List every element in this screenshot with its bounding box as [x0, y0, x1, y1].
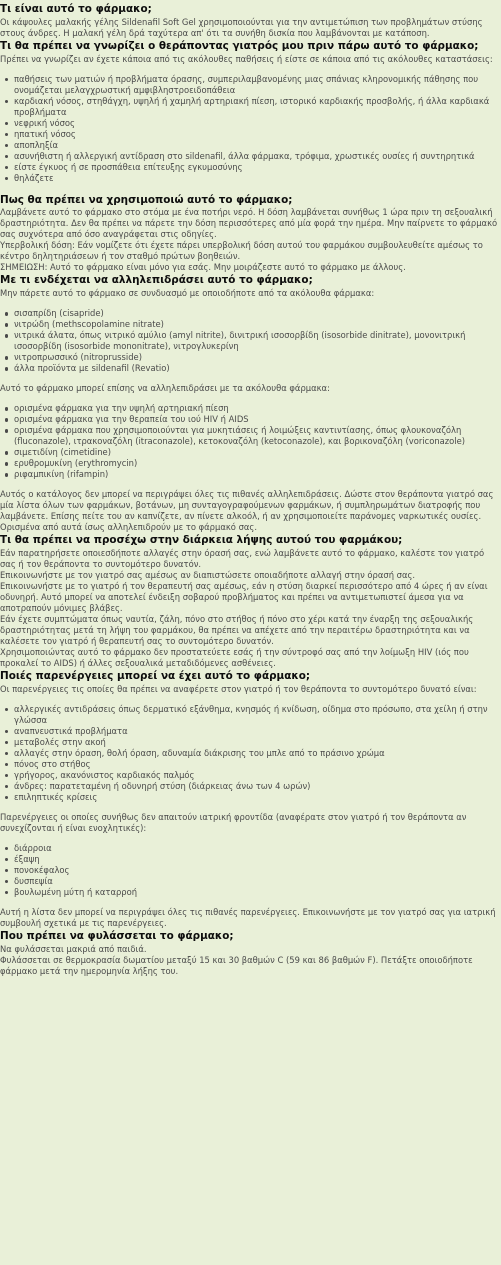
list-item: ερυθρομυκίνη (erythromycin) — [14, 458, 500, 469]
list-item: μεταβολές στην ακοή — [14, 737, 500, 748]
list-item: άλλα προϊόντα με sildenafil (Revatio) — [14, 363, 500, 374]
list-item: ορισμένα φάρμακα για την θεραπεία του ιού HIV ή AIDS — [14, 414, 500, 425]
section-text: Αυτή η λίστα δεν μπορεί να περιγράψει όλες τις πιθανές παρενέργειες. Επικοινωνήστε με τον γιατρό σας για ιατρική συμβουλή σχετικά με τις παρενέργειες. — [0, 906, 496, 928]
section-text: Αυτό το φάρμακο μπορεί επίσης να αλληλεπιδράσει με τα ακόλουθα φάρμακα: — [0, 383, 330, 394]
list-item: ορισμένα φάρμακα που χρησιμοποιούνται για μυκητιάσεις ή λοιμώξεις καντιντίασης, όπως φλουκοναζόλη (fluconazole), ιτρακοναζόλη (itraconazole), κετοκοναζόλη (ketoconazole), και βορικοναζόλη (voriconazole) — [14, 425, 500, 447]
list-item: γρήγορος, ακανόνιστος καρδιακός παλμός — [14, 770, 500, 781]
list-item: άνδρες: παρατεταμένη ή οδυνηρή στύση (διάρκειας άνω των 4 ωρών) — [14, 781, 500, 792]
section-text: Επικοινωνήστε με τον γιατρό σας αμέσως αν διαπιστώσετε οποιαδήποτε αλλαγή στην όρασή σας. — [0, 569, 416, 580]
list-item: επιληπτικές κρίσεις — [14, 792, 500, 803]
list-item: έξαψη — [14, 854, 500, 865]
list-item: αποπληξία — [14, 140, 500, 151]
list-item: ριφαμπικίνη (rifampin) — [14, 469, 500, 480]
section-text: Λαμβάνετε αυτό το φάρμακο στο στόμα με ένα ποτήρι νερό. Η δόση λαμβάνεται συνήθως 1 ώρα πριν τη σεξουαλική δραστηριότητα. Δεν θα πρέπει να πάρετε την δόση περισσότερες από μία φορά την ημέρα. Μην παίρνετε το φάρμακό σας συχνότερα από όσο αναγράφεται στις οδηγίες. — [0, 207, 498, 240]
section-what-is-it — [0, 0, 500, 39]
list-item: διάρροια — [14, 843, 500, 854]
list-item: αλλεργικές αντιδράσεις όπως δερματικό εξάνθημα, κνησμός ή κνίδωση, οίδημα στο πρόσωπο, στα χείλη ή στην γλώσσα — [14, 704, 500, 726]
section-text: Επικοινωνήστε με το γιατρό ή τον θεραπευτή σας αμέσως, εάν η στύση διαρκεί περισσότερο από 4 ώρες ή αν είναι οδυνηρή. Αυτό μπορεί να αποτελεί ένδειξη σοβαρού προβλήματος και πρέπει να αντιμετωπιστεί άμεσα για να αποτραπούν μόνιμες βλάβες. — [0, 580, 488, 613]
section-text: Εάν παρατηρήσετε οποιεσδήποτε αλλαγές στην όρασή σας, ενώ λαμβάνετε αυτό το φάρμακο, καλέστε τον γιατρό σας ή τον θεράποντα το συντομότερο δυνατόν. — [0, 547, 485, 569]
overdose-text: Υπερβολική δόση: Εάν νομίζετε ότι έχετε πάρει υπερβολική δόση αυτού του φαρμάκου συμβουλευθείτε αμέσως το κέντρο δηλητηριάσεων ή τον σταθμό πρώτων βοηθειών. — [0, 240, 483, 262]
list-item: δυσπεψία — [14, 876, 500, 887]
section-heading: Τι θα πρέπει να γνωρίζει ο θεράποντας γιατρός μου πριν πάρω αυτό το φάρμακο; — [0, 39, 479, 52]
section-storage — [0, 929, 500, 977]
section-heading: Με τι ενδέχεται να αλληλεπιδράσει αυτό το φάρμακο; — [0, 274, 313, 287]
section-interactions — [0, 273, 500, 533]
list-item: σισαπρίδη (cisapride) — [14, 308, 500, 319]
section-before-taking — [0, 39, 500, 193]
section-heading: Τι είναι αυτό το φάρμακο; — [0, 3, 152, 15]
contraindicated-drugs-list — [0, 308, 500, 374]
serious-side-effects-list — [0, 704, 500, 803]
list-item: νιτρικά άλατα, όπως νιτρικό αμύλιο (amyl nitrite), δινιτρική ισοσορβίδη (isosorbide dinitrate), μονονιτρική ισοσορβίδη (isosorbide mononitrate), νιτρογλυκερίνη — [14, 330, 500, 352]
list-item: νιτρώδη (methscopolamine nitrate) — [14, 319, 500, 330]
interacting-drugs-list — [0, 403, 500, 480]
conditions-list — [0, 74, 500, 184]
spacer — [0, 374, 500, 383]
list-item: πόνος στο στήθος — [14, 759, 500, 770]
list-item: αλλαγές στην όραση, θολή όραση, αδυναμία διάκρισης του μπλε από το πράσινο χρώμα — [14, 748, 500, 759]
section-text: Χρησιμοποιώντας αυτό το φάρμακο δεν προστατεύετε εσάς ή την σύντροφό σας από την λοίμωξη HIV (ιός που προκαλεί το AIDS) ή άλλες σεξουαλικά μεταδιδόμενες ασθένειες. — [0, 646, 469, 668]
section-text: Μην πάρετε αυτό το φάρμακο σε συνδυασμό με οποιοδήποτε από τα ακόλουθα φάρμακα: — [0, 288, 375, 299]
section-text: Παρενέργειες οι οποίες συνήθως δεν απαιτούν ιατρική φροντίδα (αναφέρατε στον γιατρό ή τον θεράποντα αν συνεχίζονται ή είναι ενοχλητικές): — [0, 811, 467, 833]
section-text: Αυτός ο κατάλογος δεν μπορεί να περιγράψει όλες τις πιθανές αλληλεπιδράσεις. Δώστε στον θεράποντα γιατρό σας μία λίστα όλων των φαρμάκων, βοτάνων, μη συνταγογραφούμενων φαρμάκων, ή συμπληρωμάτων διατροφής που λαμβάνετε. Επίσης πείτε του αν καπνίζετε, αν πίνετε αλκοόλ, ή αν χρησιμοποιείτε παράνομες ναρκωτικές ουσίες. Ορισμένα από αυτά ίσως αλληλεπιδρούν με το φάρμακό σας. — [0, 489, 494, 533]
section-heading: Τι θα πρέπει να προσέχω στην διάρκεια λήψης αυτού του φαρμάκου; — [0, 534, 403, 547]
spacer — [0, 480, 500, 489]
section-side-effects — [0, 669, 500, 929]
section-heading: Πως θα πρέπει να χρησιμοποιώ αυτό το φάρμακο; — [0, 193, 293, 206]
note-text: ΣΗΜΕΙΩΣΗ: Αυτό το φάρμακο είναι μόνο για εσάς. Μην μοιράζεστε αυτό το φάρμακο με άλλους. — [0, 262, 406, 273]
spacer — [0, 184, 500, 193]
spacer — [0, 803, 500, 812]
section-text: Πρέπει να γνωρίζει αν έχετε κάποια από τις ακόλουθες παθήσεις ή είστε σε κάποια από τις ακόλουθες καταστάσεις: — [0, 53, 493, 64]
section-text: Εάν έχετε συμπτώματα όπως ναυτία, ζάλη, πόνο στο στήθος ή πόνο στο χέρι κατά την έναρξη της σεξουαλικής δραστηριότητας μετά τη λήψη του φαρμάκου, θα πρέπει να απέχετε από την περαιτέρω δραστηριότητα και να καλέσετε τον γιατρό ή θεραπευτή σας το συντομότερο δυνατόν. — [0, 613, 474, 646]
list-item: ηπατική νόσος — [14, 129, 500, 140]
list-item: είστε έγκυος ή σε προσπάθεια επίτευξης εγκυμοσύνης — [14, 162, 500, 173]
list-item: καρδιακή νόσος, στηθάγχη, υψηλή ή χαμηλή αρτηριακή πίεση, ιστορικό καρδιακής προσβολής, ή άλλα καρδιακά προβλήματα — [14, 96, 500, 118]
list-item: θηλάζετε — [14, 173, 500, 184]
list-item: ασυνήθιστη ή αλλεργική αντίδραση στο sildenafil, άλλα φάρμακα, τρόφιμα, χρωστικές ουσίες ή συντηρητικά — [14, 151, 500, 162]
section-text: Φυλάσσεται σε θερμοκρασία δωματίου μεταξύ 15 και 30 βαθμών C (59 και 86 βαθμών F). Πετάξτε οποιοδήποτε φάρμακο μετά την ημερομηνία λήξης του. — [0, 954, 473, 976]
list-item: σιμετιδίνη (cimetidine) — [14, 447, 500, 458]
section-heading: Που πρέπει να φυλάσσεται το φάρμακο; — [0, 929, 234, 942]
section-text: Να φυλάσσεται μακριά από παιδιά. — [0, 943, 147, 954]
spacer — [0, 898, 500, 907]
list-item: νεφρική νόσος — [14, 118, 500, 129]
list-item: παθήσεις των ματιών ή προβλήματα όρασης, συμπεριλαμβανομένης μιας σπάνιας κληρονομικής πάθησης που ονομάζεται μελαγχρωστική αμφιβληστροειδοπάθεια — [14, 74, 500, 96]
list-item: αναπνευστικά προβλήματα — [14, 726, 500, 737]
list-item: νιτροπρωσσικό (nitroprusside) — [14, 352, 500, 363]
section-precautions — [0, 533, 500, 669]
list-item: βουλωμένη μύτη ή καταρροή — [14, 887, 500, 898]
section-heading: Ποιές παρενέργειες μπορεί να έχει αυτό το φάρμακο; — [0, 669, 311, 682]
list-item: πονοκέφαλος — [14, 865, 500, 876]
list-item: ορισμένα φάρμακα για την υψηλή αρτηριακή πίεση — [14, 403, 500, 414]
section-text: Οι παρενέργειες τις οποίες θα πρέπει να αναφέρετε στον γιατρό ή τον θεράποντα το συντομότερο δυνατό είναι: — [0, 683, 477, 694]
section-text: Οι κάψουλες μαλακής γέλης Sildenafil Soft Gel χρησιμοποιούνται για την αντιμετώπιση των προβλημάτων στύσης στους άνδρες. Η μαλακή γέλη δρά ταχύτερα απ' ότι τα συνήθη δισκία που λαμβάνονται με κατάποση. — [0, 16, 483, 38]
section-how-to-use — [0, 193, 500, 274]
minor-side-effects-list — [0, 843, 500, 898]
